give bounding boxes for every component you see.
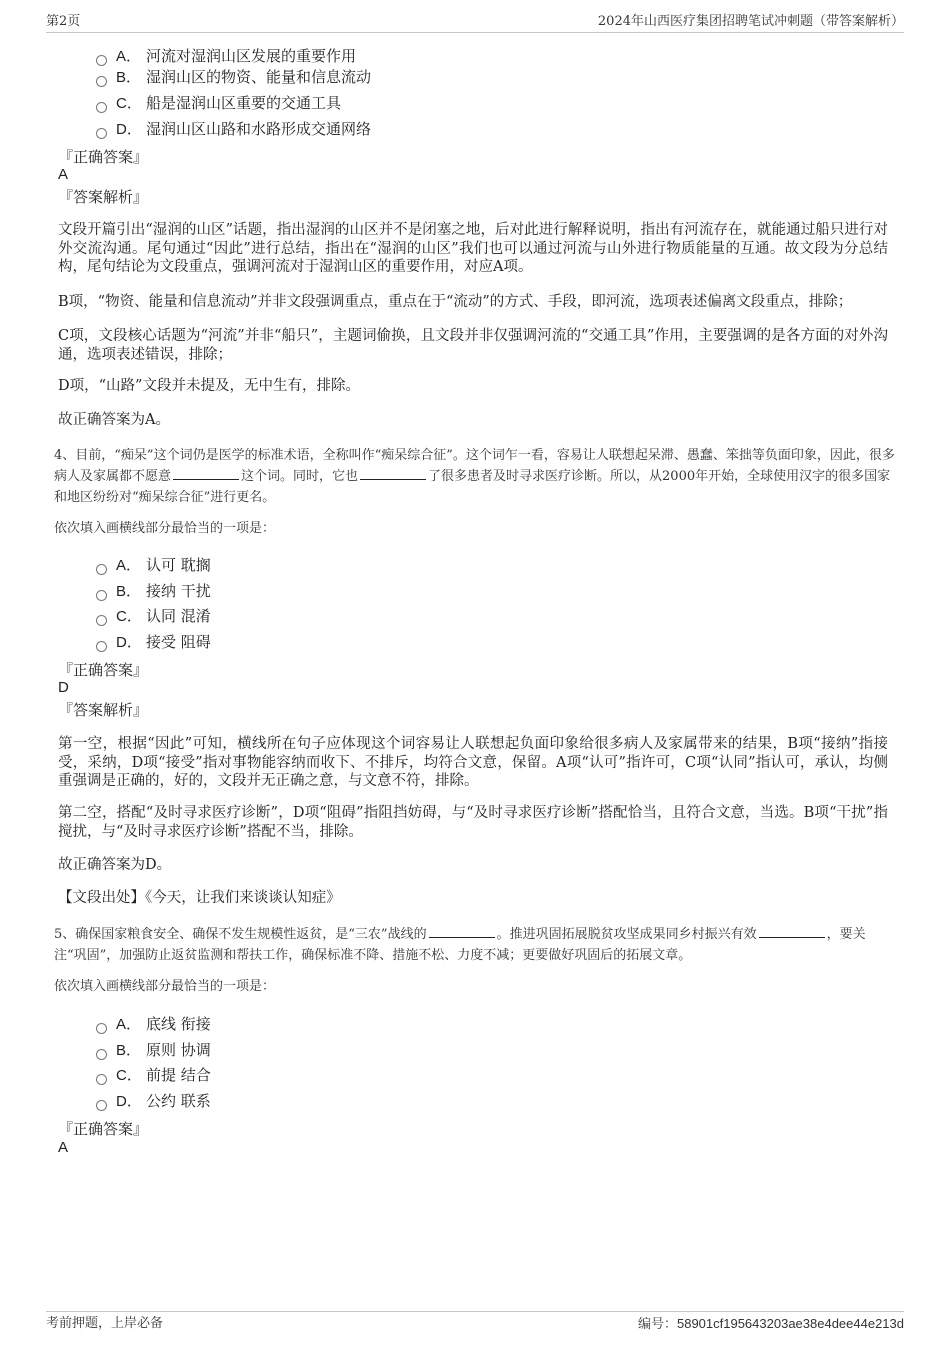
q4-prompt: 依次填入画横线部分最恰当的一项是： bbox=[54, 521, 276, 536]
radio-circle-icon[interactable] bbox=[96, 1100, 107, 1111]
fill-blank bbox=[429, 925, 495, 938]
q4-answer: D bbox=[58, 679, 69, 696]
q3-analysis-paragraph: 文段开篇引出“湿润的山区”话题，指出湿润的山区并不是闭塞之地，后对此进行解释说明，指出有河流存在，就能通过船只进行对外交流沟通。尾句通过“因此”进行总结，指出在“湿润的山区”我们也可以通过河流与山外进行物质能量的互通。故文段为分总结构，尾句结论为文段重点，强调河流对于湿润山区的重要作用，对应A项。 bbox=[58, 222, 888, 275]
q5-prompt: 依次填入画横线部分最恰当的一项是： bbox=[54, 979, 276, 994]
radio-circle-icon[interactable] bbox=[96, 1049, 107, 1060]
q5-option-a[interactable]: A． 底线 衔接 bbox=[96, 1013, 211, 1035]
q3-answer: A bbox=[58, 166, 69, 183]
q5-answer: A bbox=[58, 1139, 69, 1156]
radio-circle-icon[interactable] bbox=[96, 564, 107, 575]
q3-option-b[interactable]: B． 湿润山区的物资、能量和信息流动 bbox=[96, 66, 371, 88]
q4-option-a[interactable]: A． 认可 耽搁 bbox=[96, 554, 211, 576]
q5-option-c[interactable]: C． 前提 结合 bbox=[96, 1064, 211, 1086]
q4-answer-label: 『正确答案』 bbox=[58, 661, 149, 679]
q5-stem: 5、确保国家粮食安全、确保不发生规模性返贫，是“三农”战线的 。推进巩固拓展脱贫攻坚成果同乡村振兴有效 ，要关注“巩固”，加强防止返贫监测和帮扶工作，确保标准不降、措施不松、力度不减；更要做好巩固后的拓展文章。 bbox=[54, 927, 866, 963]
q3-analysis-label: 『答案解析』 bbox=[58, 188, 149, 206]
document-title: 2024年山西医疗集团招聘笔试冲刺题（带答案解析） bbox=[597, 14, 904, 29]
q5-option-d[interactable]: D． 公约 联系 bbox=[96, 1090, 211, 1112]
q4-analysis-conclusion: 故正确答案为D。 bbox=[58, 857, 172, 873]
q4-option-d[interactable]: D． 接受 阻碍 bbox=[96, 631, 211, 653]
q4-analysis-label: 『答案解析』 bbox=[58, 701, 149, 719]
q4-source: 【文段出处】《今天，让我们来谈谈认知症》 bbox=[58, 890, 341, 906]
q5-option-b[interactable]: B． 原则 协调 bbox=[96, 1039, 211, 1061]
radio-circle-icon[interactable] bbox=[96, 641, 107, 652]
q4-option-b[interactable]: B． 接纳 干扰 bbox=[96, 580, 211, 602]
q3-analysis-paragraph: D项，“山路”文段并未提及，无中生有，排除。 bbox=[58, 378, 360, 394]
q4-stem: 4、目前，“痴呆”这个词仍是医学的标准术语，全称叫作“痴呆综合征”。这个词乍一看，容易让人联想起呆滞、愚蠢、笨拙等负面印象，因此，很多病人及家属都不愿意 这个词。同时，它也 了很多患者及时寻求医疗诊断。所以，从2000年开始，全球使用汉字的很多国家和地区纷纷对“痴呆综合征”进行更名。 bbox=[54, 448, 895, 505]
radio-circle-icon[interactable] bbox=[96, 615, 107, 626]
q3-option-a[interactable]: A． 河流对湿润山区发展的重要作用 bbox=[96, 45, 356, 67]
fill-blank bbox=[173, 467, 239, 480]
fill-blank bbox=[360, 467, 426, 480]
q3-option-c[interactable]: C． 船是湿润山区重要的交通工具 bbox=[96, 92, 341, 114]
q3-analysis-conclusion: 故正确答案为A。 bbox=[58, 412, 170, 428]
radio-circle-icon[interactable] bbox=[96, 128, 107, 139]
q3-answer-label: 『正确答案』 bbox=[58, 148, 149, 166]
radio-circle-icon[interactable] bbox=[96, 590, 107, 601]
fill-blank bbox=[759, 925, 825, 938]
radio-circle-icon[interactable] bbox=[96, 55, 107, 66]
radio-circle-icon[interactable] bbox=[96, 1023, 107, 1034]
q3-option-d[interactable]: D． 湿润山区山路和水路形成交通网络 bbox=[96, 118, 371, 140]
q4-analysis-paragraph: 第二空，搭配“及时寻求医疗诊断”，D项“阻碍”指阻挡妨碍，与“及时寻求医疗诊断”搭配恰当，且符合文意，当选。B项“干扰”指搅扰，与“及时寻求医疗诊断”搭配不当，排除。 bbox=[58, 805, 888, 840]
q3-analysis-paragraph: C项，文段核心话题为“河流”并非“船只”，主题词偷换，且文段并非仅强调河流的“交通工具”作用，主要强调的是各方面的对外沟通，选项表述错误，排除； bbox=[58, 328, 888, 363]
page-footer bbox=[46, 1311, 904, 1336]
footer-slogan: 考前押题，上岸必备 bbox=[46, 1316, 164, 1331]
q4-option-c[interactable]: C． 认同 混淆 bbox=[96, 605, 211, 627]
q3-analysis-paragraph: B项，“物资、能量和信息流动”并非文段强调重点，重点在于“流动”的方式、手段，即河流，选项表述偏离文段重点，排除； bbox=[58, 294, 853, 310]
q4-analysis-paragraph: 第一空，根据“因此”可知，横线所在句子应体现这个词容易让人联想起负面印象给很多病人及家属带来的结果，B项“接纳”指接受，采纳，D项“接受”指对事物能容纳而收下、不排斥，均符合文意，保留。A项“认可”指许可，C项“认同”指认可，承认，均侧重强调是正确的，好的，文段并无正确之意，与文意不符，排除。 bbox=[58, 736, 888, 789]
document-serial: 编号：58901cf195643203ae38e4dee44e213d bbox=[637, 1316, 904, 1331]
q5-answer-label: 『正确答案』 bbox=[58, 1120, 149, 1138]
radio-circle-icon[interactable] bbox=[96, 76, 107, 87]
radio-circle-icon[interactable] bbox=[96, 1074, 107, 1085]
radio-circle-icon[interactable] bbox=[96, 102, 107, 113]
page-number: 第2页 bbox=[46, 14, 81, 29]
page-header bbox=[46, 12, 904, 33]
